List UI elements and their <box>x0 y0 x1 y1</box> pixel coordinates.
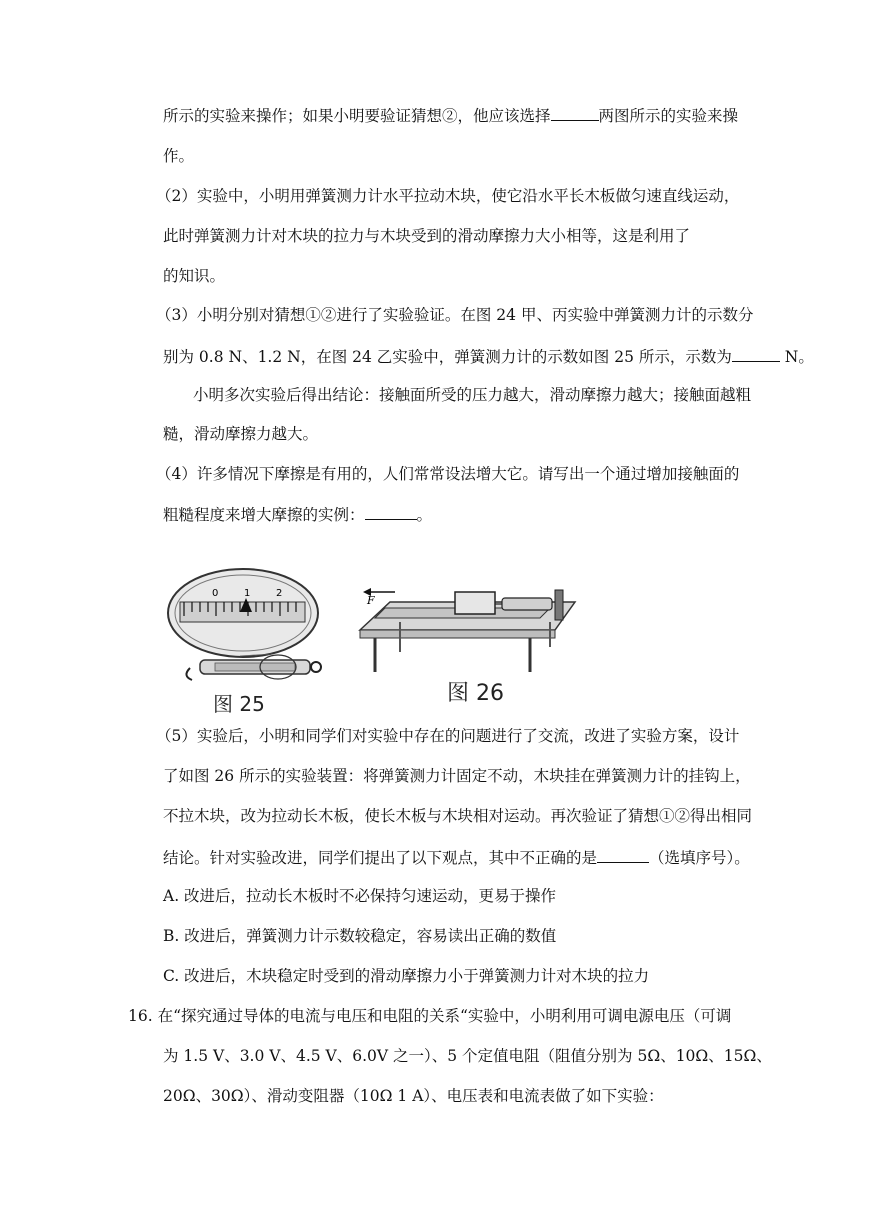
text-line <box>163 345 814 367</box>
text-line <box>163 766 751 786</box>
question-16 <box>128 1006 731 1026</box>
text-line <box>163 1086 664 1106</box>
figure-25-caption: 图 25 <box>213 692 265 716</box>
text-line <box>163 226 690 246</box>
text-part: 16. 在“探究通过导体的电流与电压和电阻的关系“实验中，小明利用可调电源电压（可调 <box>128 1007 732 1025</box>
scale-mark: 0 <box>212 588 219 599</box>
text-part: （5）实验后，小明和同学们对实验中存在的问题进行了交流，改进了实验方案，设计 <box>156 727 740 745</box>
figure-26-caption: 图 26 <box>447 681 504 706</box>
text-line <box>163 1046 772 1066</box>
figure-25 <box>160 568 340 708</box>
answer-blank[interactable] <box>732 345 780 362</box>
figure-26 <box>355 572 585 682</box>
option-c <box>163 966 649 986</box>
text-line <box>163 806 752 826</box>
text-line <box>156 726 739 746</box>
text-line <box>156 305 753 325</box>
force-label: F <box>367 594 375 607</box>
text-line <box>163 424 318 444</box>
text-part: 作。 <box>163 147 195 165</box>
text-part: （3）小明分别对猜想①②进行了实验验证。在图 24 甲、丙实验中弹簧测力计的示数分 <box>156 306 754 324</box>
text-part: C. 改进后，木块稳定时受到的滑动摩擦力小于弹簧测力计对木块的拉力 <box>163 967 650 985</box>
text-line <box>163 146 194 166</box>
text-part: 。 <box>416 506 433 524</box>
scale-mark: 2 <box>276 588 283 599</box>
answer-blank[interactable] <box>597 846 649 863</box>
option-b <box>163 926 556 946</box>
text-part: B. 改进后，弹簧测力计示数较稳定，容易读出正确的数值 <box>163 927 557 945</box>
text-part: （2）实验中，小明用弹簧测力计水平拉动木块，使它沿水平长木板做匀速直线运动， <box>156 187 740 205</box>
text-line <box>193 385 751 405</box>
answer-blank[interactable] <box>365 503 417 520</box>
text-part: 不拉木块，改为拉动长木板，使长木板与木块相对运动。再次验证了猜想①②得出相同 <box>163 807 753 825</box>
scale-mark: 1 <box>244 588 251 599</box>
text-line <box>163 266 225 286</box>
text-line <box>163 846 750 868</box>
text-part: 糙，滑动摩擦力越大。 <box>163 425 319 443</box>
text-line <box>163 503 432 525</box>
text-part: （选填序号）。 <box>649 849 750 867</box>
text-part: 此时弹簧测力计对木块的拉力与木块受到的滑动摩擦力大小相等，这是利用了 <box>163 227 691 245</box>
text-part: 结论。针对实验改进，同学们提出了以下观点，其中不正确的是 <box>163 849 598 867</box>
text-part: 小明多次实验后得出结论：接触面所受的压力越大，滑动摩擦力越大；接触面越粗 <box>193 386 752 404</box>
option-a <box>163 886 556 906</box>
text-part: 两图所示的实验来操 <box>598 107 739 125</box>
text-line <box>156 464 739 484</box>
answer-blank[interactable] <box>551 104 599 121</box>
text-part: 所示的实验来操作；如果小明要验证猜想②，他应该选择 <box>163 107 551 125</box>
text-line <box>163 104 738 126</box>
text-part: A. 改进后，拉动长木板时不必保持匀速运动，更易于操作 <box>163 887 557 905</box>
text-part: 的知识。 <box>163 267 226 285</box>
text-part: 了如图 26 所示的实验装置：将弹簧测力计固定不动，木块挂在弹簧测力计的挂钩上， <box>163 767 751 785</box>
text-part: （4）许多情况下摩擦是有用的，人们常常设法增大它。请写出一个通过增加接触面的 <box>156 465 740 483</box>
text-part: 为 1.5 V、3.0 V、4.5 V、6.0V 之一）、5 个定值电阻（阻值分别为 5Ω、10Ω、15Ω、 <box>163 1047 772 1065</box>
text-part: 别为 0.8 N、1.2 N，在图 24 乙实验中，弹簧测力计的示数如图 25 所示，示数为 <box>163 348 732 366</box>
text-part: N。 <box>779 348 814 366</box>
text-part: 粗糙程度来增大摩擦的实例： <box>163 506 365 524</box>
text-line <box>156 186 739 206</box>
text-part: 20Ω、30Ω）、滑动变阻器（10Ω 1 A）、电压表和电流表做了如下实验： <box>163 1087 664 1105</box>
